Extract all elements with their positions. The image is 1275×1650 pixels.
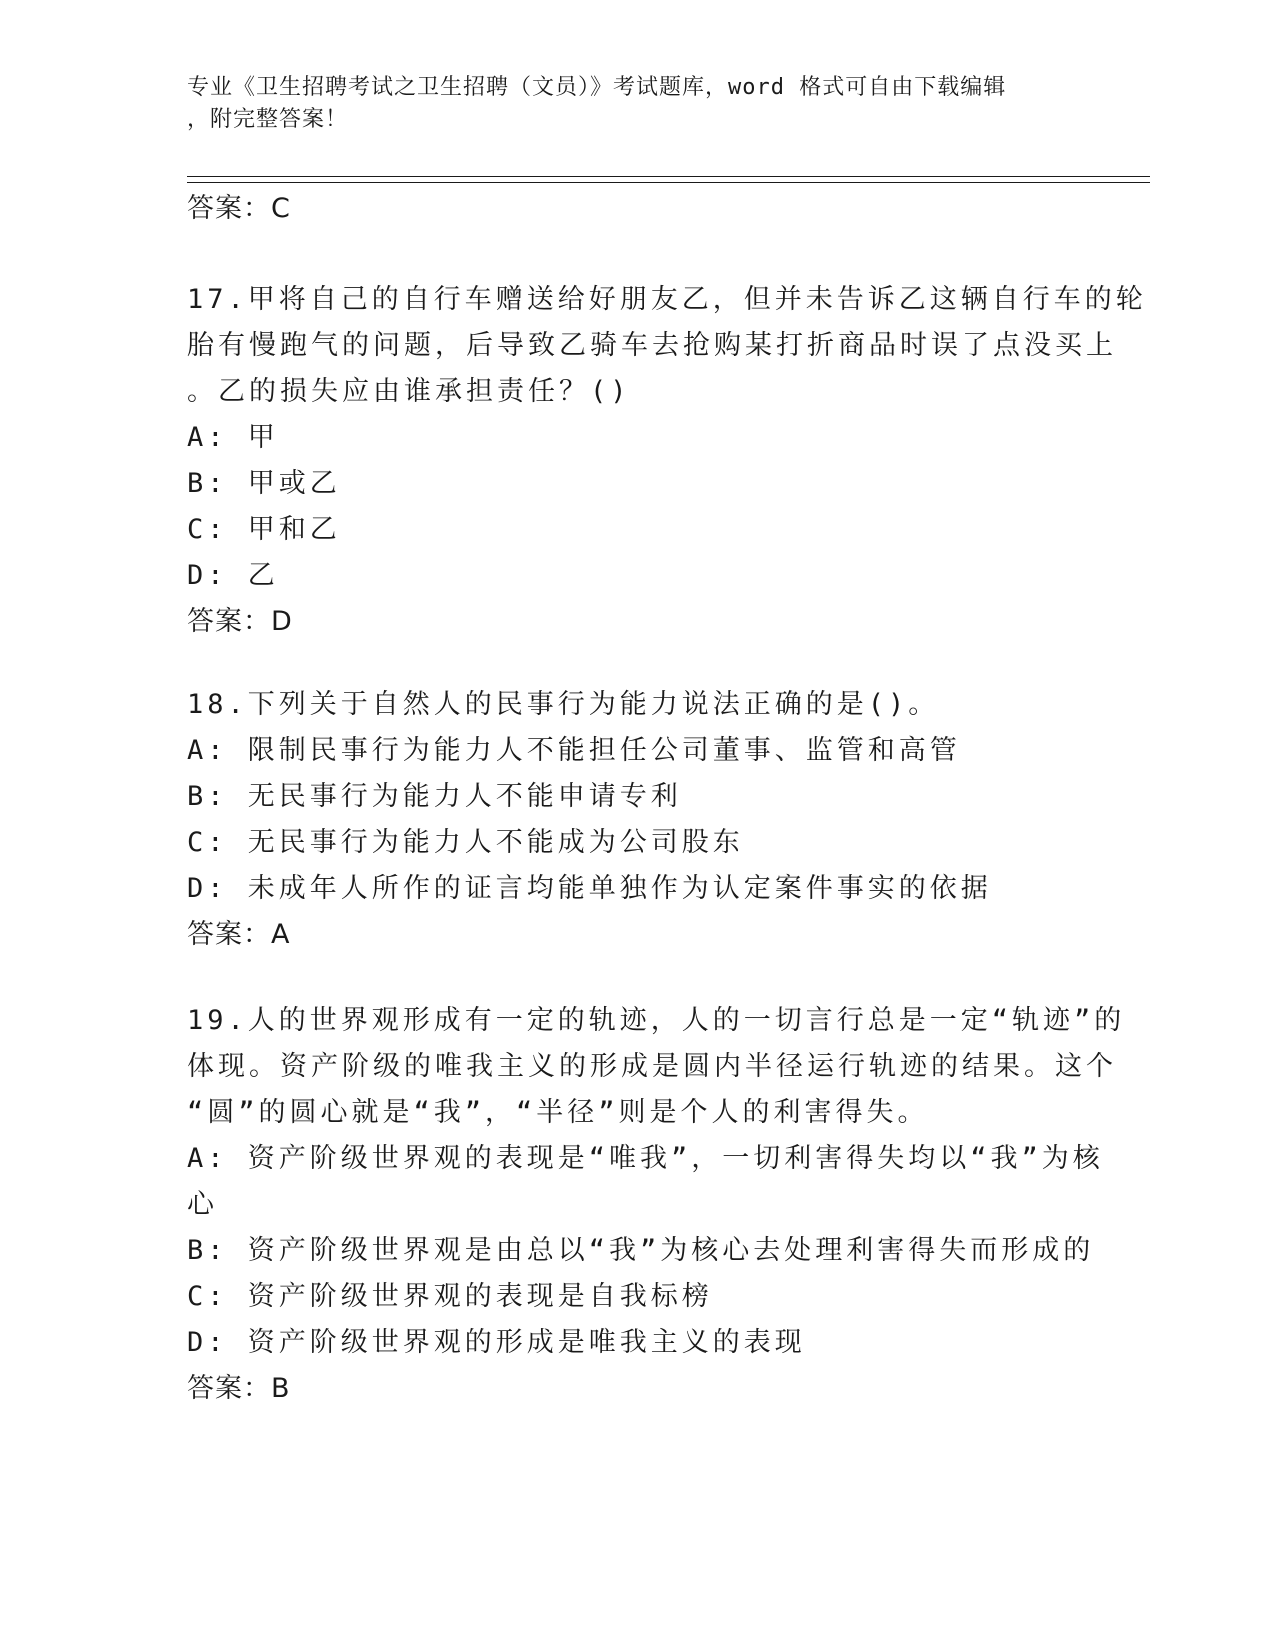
question-stem-line: 体现。资产阶级的唯我主义的形成是圆内半径运行轨迹的结果。这个: [187, 1051, 1117, 1082]
question-stem-line: 。乙的损失应由谁承担责任？(): [187, 376, 631, 407]
option-a: A: 资产阶级世界观的表现是“唯我”，一切利害得失均以“我”为核: [187, 1143, 1104, 1174]
header-divider-bottom: [187, 182, 1150, 183]
answer-label: 答案：C: [187, 193, 291, 224]
header-line-2: ，附完整答案！: [187, 107, 349, 132]
option-d: D: 资产阶级世界观的形成是唯我主义的表现: [187, 1327, 806, 1358]
question-stem-line: 17.甲将自己的自行车赠送给好朋友乙，但并未告诉乙这辆自行车的轮: [187, 284, 1147, 315]
option-d: D: 乙: [187, 560, 279, 591]
question-17: [187, 277, 1147, 645]
option-c: C: 资产阶级世界观的表现是自我标榜: [187, 1281, 713, 1312]
option-b: B: 资产阶级世界观是由总以“我”为核心去处理利害得失而形成的: [187, 1235, 1095, 1266]
option-c: C: 甲和乙: [187, 514, 341, 545]
question-19: [187, 998, 1126, 1412]
previous-answer-block: [187, 186, 1087, 232]
answer-label: 答案：D: [187, 606, 293, 637]
option-a-continuation: 心: [187, 1189, 218, 1220]
document-header: [187, 72, 1087, 136]
header-line-1: 专业《卫生招聘考试之卫生招聘（文员）》考试题库，word 格式可自由下载编辑: [187, 75, 1007, 100]
question-stem-line: 19.人的世界观形成有一定的轨迹，人的一切言行总是一定“轨迹”的: [187, 1005, 1126, 1036]
option-b: B: 无民事行为能力人不能申请专利: [187, 781, 682, 812]
header-divider-top: [187, 176, 1150, 177]
question-stem-line: “圆”的圆心就是“我”，“半径”则是个人的利害得失。: [187, 1097, 929, 1128]
question-stem-line: 胎有慢跑气的问题，后导致乙骑车去抢购某打折商品时误了点没买上: [187, 330, 1117, 361]
option-a: A: 限制民事行为能力人不能担任公司董事、监管和高管: [187, 735, 961, 766]
option-a: A: 甲: [187, 422, 279, 453]
answer-label: 答案：B: [187, 1373, 291, 1404]
question-stem-line: 18.下列关于自然人的民事行为能力说法正确的是()。: [187, 689, 940, 720]
answer-label: 答案：A: [187, 919, 291, 950]
question-18: [187, 682, 1087, 958]
option-c: C: 无民事行为能力人不能成为公司股东: [187, 827, 744, 858]
option-b: B: 甲或乙: [187, 468, 341, 499]
option-d: D: 未成年人所作的证言均能单独作为认定案件事实的依据: [187, 873, 992, 904]
